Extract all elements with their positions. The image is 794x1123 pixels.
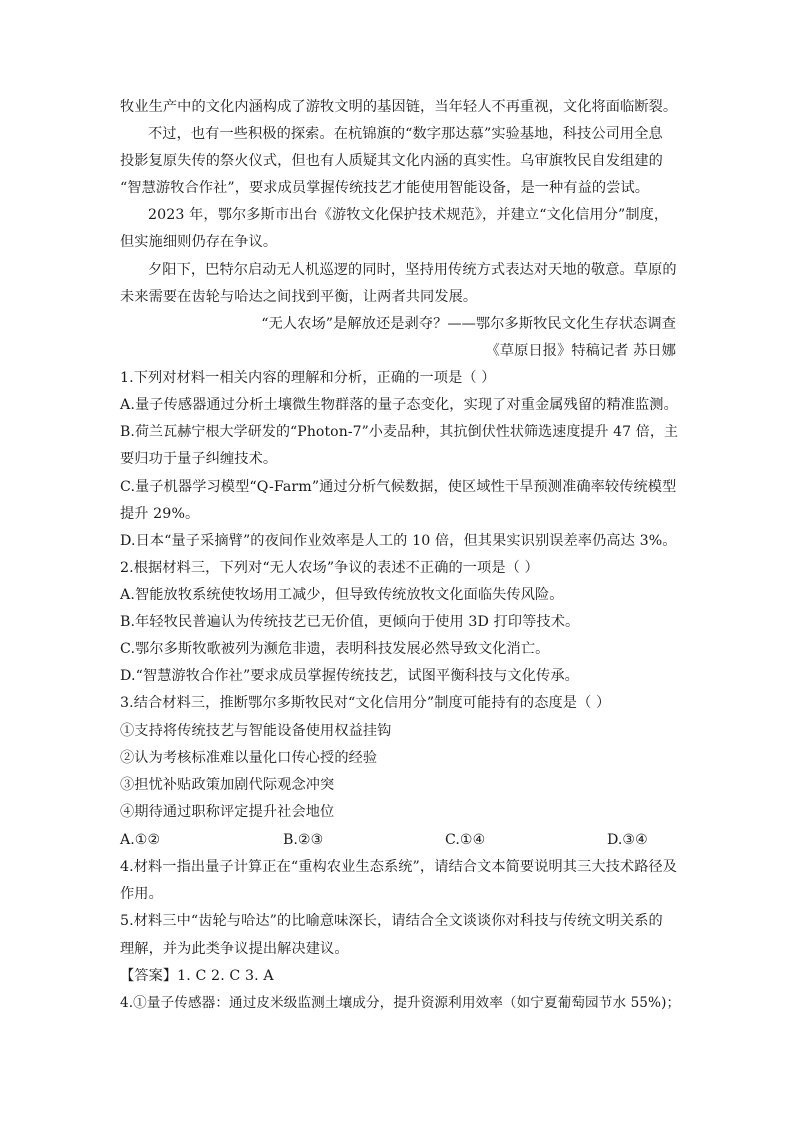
passage-line: 2023 年，鄂尔多斯市出台《游牧文化保护技术规范》，并建立“文化信用分”制度， bbox=[148, 207, 669, 223]
question-4-cont: 作用。 bbox=[120, 886, 163, 902]
passage-line: 投影复原失传的祭火仪式，但也有人质疑其文化内涵的真实性。乌审旗牧民自发组建的 bbox=[120, 153, 663, 169]
passage-line: 但实施细则仍存在争议。 bbox=[120, 234, 278, 250]
question-3-stem: 3.结合材料三，推断鄂尔多斯牧民对“文化信用分”制度可能持有的态度是（ ） bbox=[120, 695, 611, 711]
passage-line: “智慧游牧合作社”，要求成员掌握传统技艺才能使用智能设备，是一种有益的尝试。 bbox=[120, 180, 650, 196]
answer-4-line: 4.①量子传感器：通过皮米级监测土壤成分，提升资源利用效率（如宁夏葡萄园节水 55%)； bbox=[120, 995, 681, 1011]
question-1-option-c: C.量子机器学习模型“Q-Farm”通过分析气候数据，使区域性干旱预测准确率较传统模型 bbox=[120, 479, 677, 495]
question-2-option-a: A.智能放牧系统使牧场用工减少，但导致传统放牧文化面临失传风险。 bbox=[120, 587, 564, 603]
question-5: 5.材料三中“齿轮与哈达”的比喻意味深长，请结合全文谈谈你对科技与传统文明关系的 bbox=[120, 913, 663, 929]
question-1-option-b-cont: 要归功于量子纠缠技术。 bbox=[120, 451, 278, 467]
passage-line: 牧业生产中的文化内涵构成了游牧文明的基因链，当年轻人不再重视，文化将面临断裂。 bbox=[120, 99, 678, 115]
question-5-cont: 理解，并为此类争议提出解决建议。 bbox=[120, 941, 349, 957]
answer-key: 【答案】1. C 2. C 3. A bbox=[120, 968, 274, 984]
source-byline: 《草原日报》特稿记者 苏日娜 bbox=[485, 343, 676, 359]
question-1-option-a: A.量子传感器通过分析土壤微生物群落的量子态变化，实现了对重金属残留的精准监测。 bbox=[120, 397, 678, 413]
question-3-option-a: A.①② bbox=[120, 832, 161, 848]
question-4: 4.材料一指出量子计算正在“重构农业生态系统”，请结合文本简要说明其三大技术路径及 bbox=[120, 859, 678, 875]
question-2-option-c: C.鄂尔多斯牧歌被列为濒危非遗，表明科技发展必然导致文化消亡。 bbox=[120, 641, 550, 657]
question-1-option-b: B.荷兰瓦赫宁根大学研发的“Photon-7”小麦品种，其抗倒伏性状筛选速度提升 47 倍，主 bbox=[120, 424, 679, 440]
passage-line: 不过，也有一些积极的探索。在杭锦旗的“数字那达慕”实验基地，科技公司用全息 bbox=[148, 126, 663, 142]
question-2-stem: 2.根据材料三，下列对“无人农场”争议的表述不正确的一项是（ ） bbox=[120, 560, 539, 576]
question-2-option-d: D.“智慧游牧合作社”要求成员掌握传统技艺，试图平衡科技与文化传承。 bbox=[120, 668, 579, 684]
question-3-statement: ③担忧补贴政策加剧代际观念冲突 bbox=[120, 777, 335, 793]
question-1-stem: 1.下列对材料一相关内容的理解和分析，正确的一项是（ ） bbox=[120, 370, 496, 386]
question-1-option-c-cont: 提升 29%。 bbox=[120, 506, 200, 522]
source-title: “无人农场”是解放还是剥夺？——鄂尔多斯牧民文化生存状态调查 bbox=[261, 316, 676, 332]
question-2-option-b: B.年轻牧民普遍认为传统技艺已无价值，更倾向于使用 3D 打印等技术。 bbox=[120, 614, 580, 630]
question-3-option-c: C.①④ bbox=[445, 832, 486, 848]
passage-line: 未来需要在齿轮与哈达之间找到平衡，让两者共同发展。 bbox=[120, 289, 478, 305]
question-3-statement: ④期待通过职称评定提升社会地位 bbox=[120, 804, 335, 820]
question-3-option-d: D.③④ bbox=[607, 832, 648, 848]
question-1-option-d: D.日本“量子采摘臂”的夜间作业效率是人工的 10 倍，但其果实识别误差率仍高达 3%。 bbox=[120, 533, 677, 549]
question-3-statement: ①支持将传统技艺与智能设备使用权益挂钩 bbox=[120, 723, 392, 739]
question-3-statement: ②认为考核标准难以量化口传心授的经验 bbox=[120, 750, 378, 766]
passage-line: 夕阳下，巴特尔启动无人机巡逻的同时，坚持用传统方式表达对天地的敬意。草原的 bbox=[148, 262, 677, 278]
question-3-option-b: B.②③ bbox=[283, 832, 324, 848]
